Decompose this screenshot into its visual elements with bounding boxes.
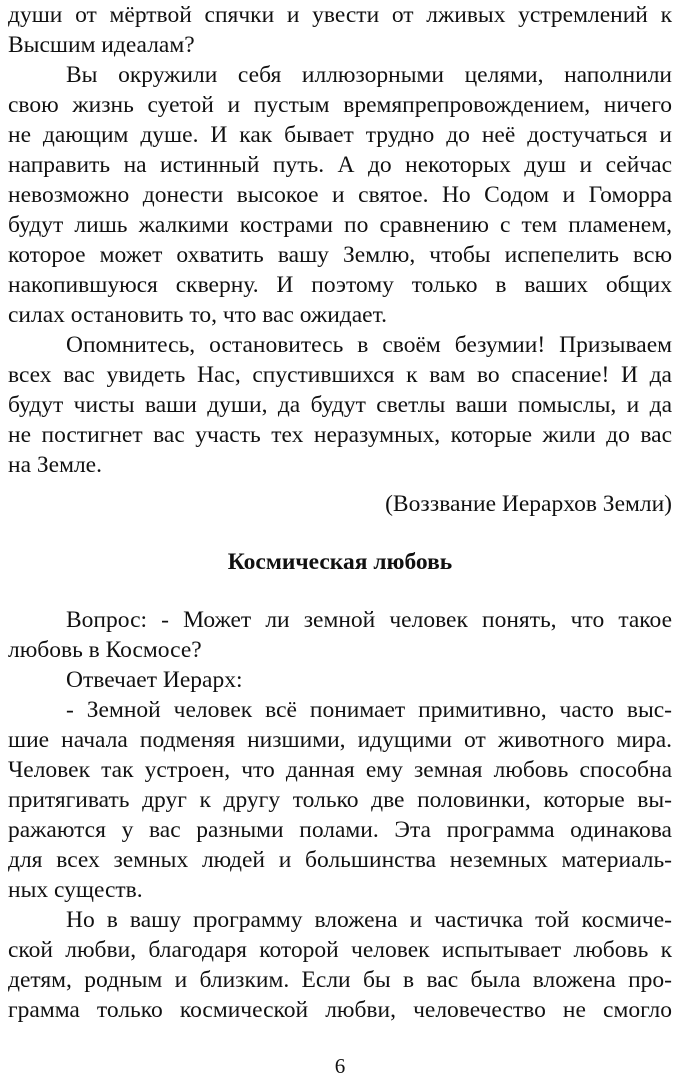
page-number: 6: [334, 1054, 346, 1078]
attribution: (Воззвание Иерархов Земли): [385, 491, 672, 517]
text-line: Высшим идеалам?: [8, 32, 195, 58]
text-line: - Земной человек всё понимает примитивно, часто выс-: [66, 697, 672, 723]
text-line: будут лишь жалкими кострами по сравнению с тем пламенем,: [8, 212, 672, 238]
text-line: для всех земных людей и большинства неземных материаль-: [8, 847, 672, 873]
text-line: Опомнитесь, остановитесь в своём безумии! Призываем: [66, 332, 672, 358]
text-line: детям, родным и близким. Если бы в вас была вложена про-: [8, 967, 672, 993]
text-line: на Земле.: [8, 452, 102, 478]
text-line: направить на истинный путь. А до некоторых душ и сейчас: [8, 152, 672, 178]
text-line: Вопрос: - Может ли земной человек понять, что такое: [66, 607, 672, 633]
text-line: грамма только космической любви, человечество не смогло: [8, 997, 672, 1023]
text-line: невозможно донести высокое и святое. Но Содом и Гоморра: [8, 182, 672, 208]
text-line: Но в вашу программу вложена и частичка той космиче-: [66, 907, 672, 933]
text-line: будут чисты ваши души, да будут светлы ваши помыслы, и да: [8, 392, 672, 418]
text-line: ных существ.: [8, 877, 143, 903]
text-line: души от мёртвой спячки и увести от лживых устремлений к: [8, 2, 672, 28]
text-line: не постигнет вас участь тех неразумных, которые жили до вас: [8, 422, 672, 448]
text-line: не дающим душе. И как бывает трудно до неё достучаться и: [8, 122, 672, 148]
text-line: ской любви, благодаря которой человек испытывает любовь к: [8, 937, 672, 963]
text-line: шие начала подменяя низшими, идущими от животного мира.: [8, 727, 672, 753]
text-line: Вы окружили себя иллюзорными целями, наполнили: [66, 62, 672, 88]
text-line: любовь в Космосе?: [8, 637, 202, 663]
text-line: Человек так устроен, что данная ему земная любовь способна: [8, 757, 672, 783]
text-line: ражаются у вас разными полами. Эта программа одинакова: [8, 817, 672, 843]
section-heading: Космическая любовь: [227, 549, 453, 575]
text-line: силах остановить то, что вас ожидает.: [8, 302, 387, 328]
text-line: притягивать друг к другу только две половинки, которые вы-: [8, 787, 672, 813]
text-line: Отвечает Иерарх:: [66, 667, 243, 693]
text-line: всех вас увидеть Нас, спустившихся к вам во спасение! И да: [8, 362, 672, 388]
text-line: свою жизнь суетой и пустым времяпрепровождением, ничего: [8, 92, 672, 118]
text-line: которое может охватить вашу Землю, чтобы испепелить всю: [8, 242, 672, 268]
text-line: накопившуюся скверну. И поэтому только в ваших общих: [8, 272, 672, 298]
